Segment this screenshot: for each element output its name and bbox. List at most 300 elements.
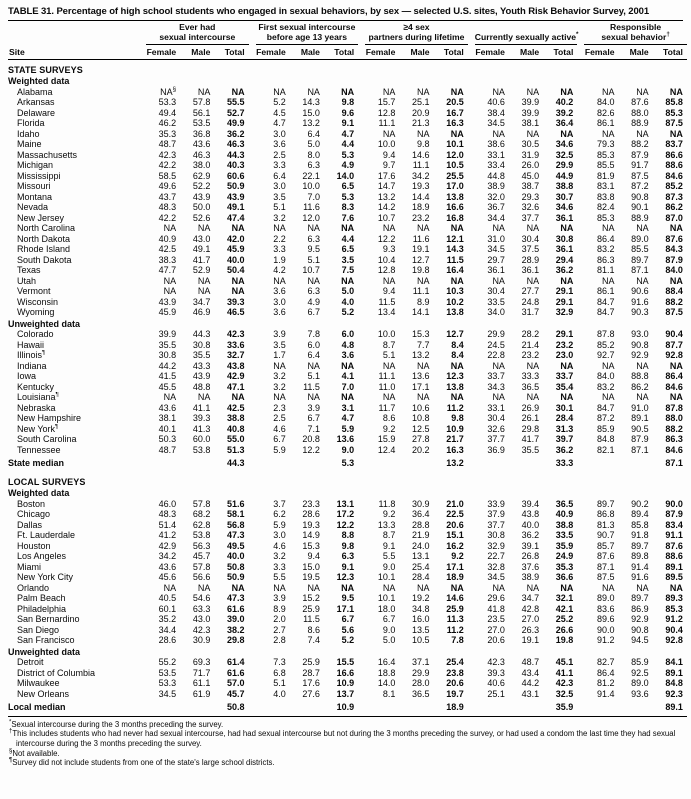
subsection-header [8,487,687,499]
column-gap [139,139,146,150]
value-female: 43.7 [158,191,177,202]
value-total: 52.7 [227,107,245,118]
column-gap [577,509,584,520]
value-male: 90.5 [631,423,649,434]
column-gap [139,181,146,192]
value-total: 9.6 [341,107,355,118]
column-gap [358,604,365,615]
value-total: 16.8 [446,212,464,223]
column-gap [468,541,475,552]
column-gap [249,171,256,182]
column-gap [468,329,475,340]
value-male: 13.1 [412,551,430,562]
site-row [8,350,687,361]
site-name: Dallas [17,519,43,530]
column-gap [139,434,146,445]
value-female: 89.7 [596,498,615,509]
value-male: 92.9 [631,350,649,361]
value-male: NA [417,86,430,97]
value-male: NA [417,128,430,139]
site-row [8,657,687,668]
column-gap [468,234,475,245]
value-male: 30.4 [521,233,540,244]
value-female: 4.2 [273,265,286,276]
value-total: 4.9 [341,160,355,171]
value-female: 38.1 [158,413,177,424]
value-male: 86.2 [631,381,649,392]
value-female: 45.6 [158,572,177,583]
column-gap [139,530,146,541]
section-label: Weighted data [8,488,70,499]
value-total: 9.1 [341,118,355,129]
site-row [8,614,687,625]
value-total: 35.9 [555,540,574,551]
value-male: 9.5 [307,244,320,255]
column-gap [358,171,365,182]
column-gap [249,213,256,224]
median-row [8,455,687,472]
value-total: 32.5 [555,149,574,160]
value-total: 6.0 [341,329,355,340]
value-total: 5.2 [341,635,355,646]
value-female: 12.8 [377,107,396,118]
value-total: 19.7 [446,688,464,699]
site-row [8,668,687,679]
column-gap [358,129,365,140]
value-total: 84.0 [665,265,683,276]
value-male: 36.1 [521,265,540,276]
column-gap [577,276,584,287]
value-total: 38.2 [227,624,245,635]
value-female: 85.9 [596,423,615,434]
value-female: 15.7 [377,97,396,108]
value-total: 60.6 [227,170,245,181]
value-female: 90.0 [596,624,615,635]
section-header [8,59,687,75]
site-name: South Dakota [17,254,72,265]
value-female: 3.9 [273,593,286,604]
value-female: 36.7 [487,202,505,213]
value-male: 15.3 [302,540,320,551]
value-female: 22.8 [487,350,505,361]
value-male: 90.3 [631,307,649,318]
column-gap [249,678,256,689]
column-gap [358,297,365,308]
value-female: 5.9 [273,519,286,530]
value-total: 40.8 [227,423,245,434]
value-total: 16.6 [336,667,355,678]
value-total: 84.6 [665,444,683,455]
column-gap [358,392,365,403]
column-gap [577,520,584,531]
value-total: 36.2 [555,265,574,276]
value-female: 14.0 [377,678,396,689]
column-group-ever-had-intercourse: Ever had sexual intercourse [146,21,249,44]
column-gap [139,202,146,213]
value-female: 4.0 [273,688,286,699]
value-total: 86.6 [665,149,683,160]
value-female: 49.4 [158,107,177,118]
column-gap [358,350,365,361]
column-gap [139,213,146,224]
value-male: 28.2 [521,329,540,340]
site-name: District of Columbia [17,667,96,678]
value-female: 8.9 [273,603,286,614]
site-name: Florida [17,118,45,129]
column-gap [358,234,365,245]
value-female: 87.1 [596,561,615,572]
value-male: NA [526,360,540,371]
value-total: 47.4 [227,212,245,223]
value-total: 25.5 [446,170,464,181]
value-female: 3.7 [273,498,286,509]
value-female: 2.5 [273,413,286,424]
column-gap [358,499,365,510]
value-female: 3.2 [273,212,286,223]
value-male: 10.6 [412,402,430,413]
value-male: 39.1 [521,540,540,551]
value-female: 81.1 [596,265,615,276]
value-female: 40.5 [158,593,177,604]
value-female: 33.9 [487,498,505,509]
value-female: 3.0 [273,128,286,139]
value-female: 5.1 [273,678,286,689]
value-female: 10.4 [377,254,396,265]
value-male: 25.9 [302,603,320,614]
value-female: 90.7 [596,530,615,541]
value-total: 50.4 [227,265,245,276]
site-row [8,329,687,340]
column-gap [249,307,256,318]
value-female: NA [492,392,505,403]
value-total: 92.3 [665,688,683,699]
value-male: NA [526,392,540,403]
value-female: 53.3 [158,97,177,108]
value-total: NA [669,392,683,403]
column-gap [577,223,584,234]
value-female: 60.1 [158,603,177,614]
column-gap [249,297,256,308]
value-male: NA [636,275,649,286]
value-total: NA [341,582,355,593]
column-gap [468,202,475,213]
value-male: 15.0 [302,561,320,572]
value-total: 17.1 [446,561,464,572]
column-gap [139,276,146,287]
value-female: 86.1 [596,286,615,297]
value-female: 3.0 [273,296,286,307]
column-gap [249,403,256,414]
site-row [8,392,687,403]
column-gap [468,129,475,140]
column-gap [577,635,584,646]
value-female: 32.8 [487,561,505,572]
value-total: 36.1 [555,212,574,223]
column-gap [139,171,146,182]
column-gap [139,361,146,372]
site-row [8,150,687,161]
value-total: 87.8 [665,402,683,413]
column-gap [139,424,146,435]
column-gap [249,192,256,203]
value-total: 22.5 [446,509,464,520]
value-total: 23.8 [446,667,464,678]
value-female: 49.6 [158,181,177,192]
value-total: 41.1 [555,667,574,678]
value-female: 87.6 [596,551,615,562]
subsection-header [8,318,687,330]
site-name: Mississippi [17,170,61,181]
value-total: 12.2 [336,519,355,530]
column-gap [358,97,365,108]
subheader-total: Total [434,44,468,59]
value-male: 35.5 [521,444,540,455]
column-gap [358,530,365,541]
value-total: 42.1 [555,603,574,614]
value-female: NA [492,275,505,286]
value-total: 7.8 [451,635,464,646]
value-female: 46.2 [158,118,177,129]
column-gap [468,181,475,192]
value-female: 2.3 [273,402,286,413]
value-female: NA [273,275,286,286]
value-male: 13.5 [412,624,430,635]
value-male: 11.6 [303,202,320,213]
column-gap [358,118,365,129]
value-total: 46.5 [227,307,245,318]
subheader-total: Total [543,44,577,59]
site-row [8,171,687,182]
site-name: Tennessee [17,444,61,455]
column-gap [249,455,256,472]
value-male: 26.0 [521,160,540,171]
value-female: 33.5 [487,296,505,307]
column-gap [577,614,584,625]
value-male: NA [307,86,320,97]
value-total: 85.3 [665,603,683,614]
value-male: 44.3 [192,329,211,340]
value-female: 53.3 [158,678,177,689]
site-row [8,87,687,98]
value-male: 28.0 [412,678,430,689]
value-female [584,699,618,716]
column-gap [577,530,584,541]
value-total: 55.0 [227,434,245,445]
value-total: 89.1 [665,667,683,678]
value-total: 14.3 [446,244,464,255]
value-male: 49.1 [192,244,211,255]
value-total: 7.5 [341,265,355,276]
value-male: 88.0 [631,107,649,118]
value-total: NA [231,275,245,286]
column-gap [358,160,365,171]
value-female: 6.7 [382,614,396,625]
value-female: 42.3 [487,657,505,668]
site-name: Idaho [17,128,40,139]
value-male: 52.9 [192,265,211,276]
value-female: 38.4 [487,107,505,118]
value-female: 22.7 [487,551,505,562]
column-gap [358,192,365,203]
value-total: 85.8 [665,97,683,108]
value-total: 30.1 [555,402,574,413]
column-gap [249,371,256,382]
site-row [8,244,687,255]
value-female: 35.5 [158,339,177,350]
value-female: 83.2 [596,381,615,392]
value-male: 10.8 [412,413,430,424]
value-male: 19.1 [521,635,540,646]
value-total: 3.6 [341,350,355,361]
column-gap [577,699,584,716]
value-male: 28.9 [521,254,540,265]
value-total: 21.7 [446,434,464,445]
site-name: Ft. Lauderdale [17,530,76,541]
value-female: 85.7 [596,540,615,551]
value-total: 89.1 [665,561,683,572]
site-row [8,129,687,140]
value-female [475,699,509,716]
site-row [8,139,687,150]
value-total: 25.9 [446,603,464,614]
column-gap [577,424,584,435]
value-male: 85.9 [631,657,649,668]
column-gap [139,614,146,625]
site-row [8,286,687,297]
value-total: 23.2 [555,339,574,350]
site-name: South Carolina [17,434,77,445]
value-male: 28.8 [412,519,430,530]
value-female: 18.8 [377,667,396,678]
value-male: 13.2 [412,350,430,361]
value-male: 87.9 [631,149,649,160]
value-male: 57.8 [192,498,211,509]
column-gap [468,97,475,108]
value-male: 24.8 [521,296,540,307]
section-label: Unweighted data [8,318,81,329]
site-row [8,562,687,573]
column-gap [358,181,365,192]
value-total: 36.2 [555,444,574,455]
value-female: 11.1 [378,118,396,129]
value-total: 29.9 [555,160,574,171]
value-female: 82.4 [596,202,615,213]
site-name: Indiana [17,360,47,371]
site-name: Kentucky [17,381,55,392]
value-male: 91.4 [631,561,649,572]
column-gap [468,572,475,583]
value-female: 48.3 [158,202,177,213]
value-female: 81.9 [596,170,615,181]
column-gap [249,657,256,668]
value-female: 15.9 [377,434,396,445]
value-male: 86.9 [631,603,649,614]
value-total: 39.7 [555,434,574,445]
value-total: 8.3 [341,202,355,213]
column-gap [358,699,365,716]
value-male: 29.3 [521,191,540,202]
value-total: 84.6 [665,170,683,181]
value-male: 53.8 [192,444,211,455]
site-name: Wyoming [17,307,55,318]
column-gap [249,87,256,98]
column-gap [249,150,256,161]
value-total: 33.6 [227,339,245,350]
value-male: 30.8 [192,339,211,350]
column-gap [358,244,365,255]
column-gap [358,445,365,456]
site-row [8,97,687,108]
value-female: 37.9 [487,509,505,520]
value-male: 38.1 [521,118,540,129]
site-row [8,265,687,276]
column-gap [468,265,475,276]
value-total: 31.3 [555,423,574,434]
site-row [8,678,687,689]
median-row [8,699,687,716]
site-row [8,403,687,414]
value-total: NA [560,582,574,593]
value-female: 4.6 [273,423,286,434]
value-total: 40.3 [227,160,245,171]
column-gap [577,499,584,510]
site-row [8,160,687,171]
column-gap [468,160,475,171]
column-gap [249,413,256,424]
value-female: NA [602,223,615,234]
value-total: NA [231,582,245,593]
column-gap [249,361,256,372]
column-gap [249,118,256,129]
site-row [8,434,687,445]
value-male: 13.6 [412,371,430,382]
value-male: NA [417,582,430,593]
value-total: NA [341,223,355,234]
column-gap [577,255,584,266]
column-gap [139,307,146,318]
value-total: 50.8 [227,561,245,572]
column-gap [249,139,256,150]
value-male: 85.5 [631,244,649,255]
value-male: 62.8 [192,519,211,530]
column-gap [358,223,365,234]
value-total: 90.4 [665,624,683,635]
value-female: 11.0 [378,381,396,392]
value-female: 35.3 [158,128,177,139]
column-gap [139,382,146,393]
site-name: Maine [17,139,42,150]
footnote: §Not available. [9,748,60,758]
value-total: 15.5 [336,657,355,668]
value-male: 28.4 [412,572,430,583]
value-female [365,699,399,716]
value-male: 43.9 [192,371,211,382]
value-male: NA [307,223,320,234]
column-gap [577,213,584,224]
value-female: 84.7 [596,402,615,413]
value-total: 33.5 [555,530,574,541]
value-male: NA [636,223,649,234]
column-gap [468,244,475,255]
value-female: 86.4 [596,233,615,244]
site-name: Arkansas [17,97,55,108]
value-male: 15.0 [302,107,320,118]
value-female: NA [273,392,286,403]
site-row [8,604,687,615]
value-male: 63.3 [192,603,211,614]
value-male: 37.6 [521,561,540,572]
value-total: 86.4 [665,371,683,382]
